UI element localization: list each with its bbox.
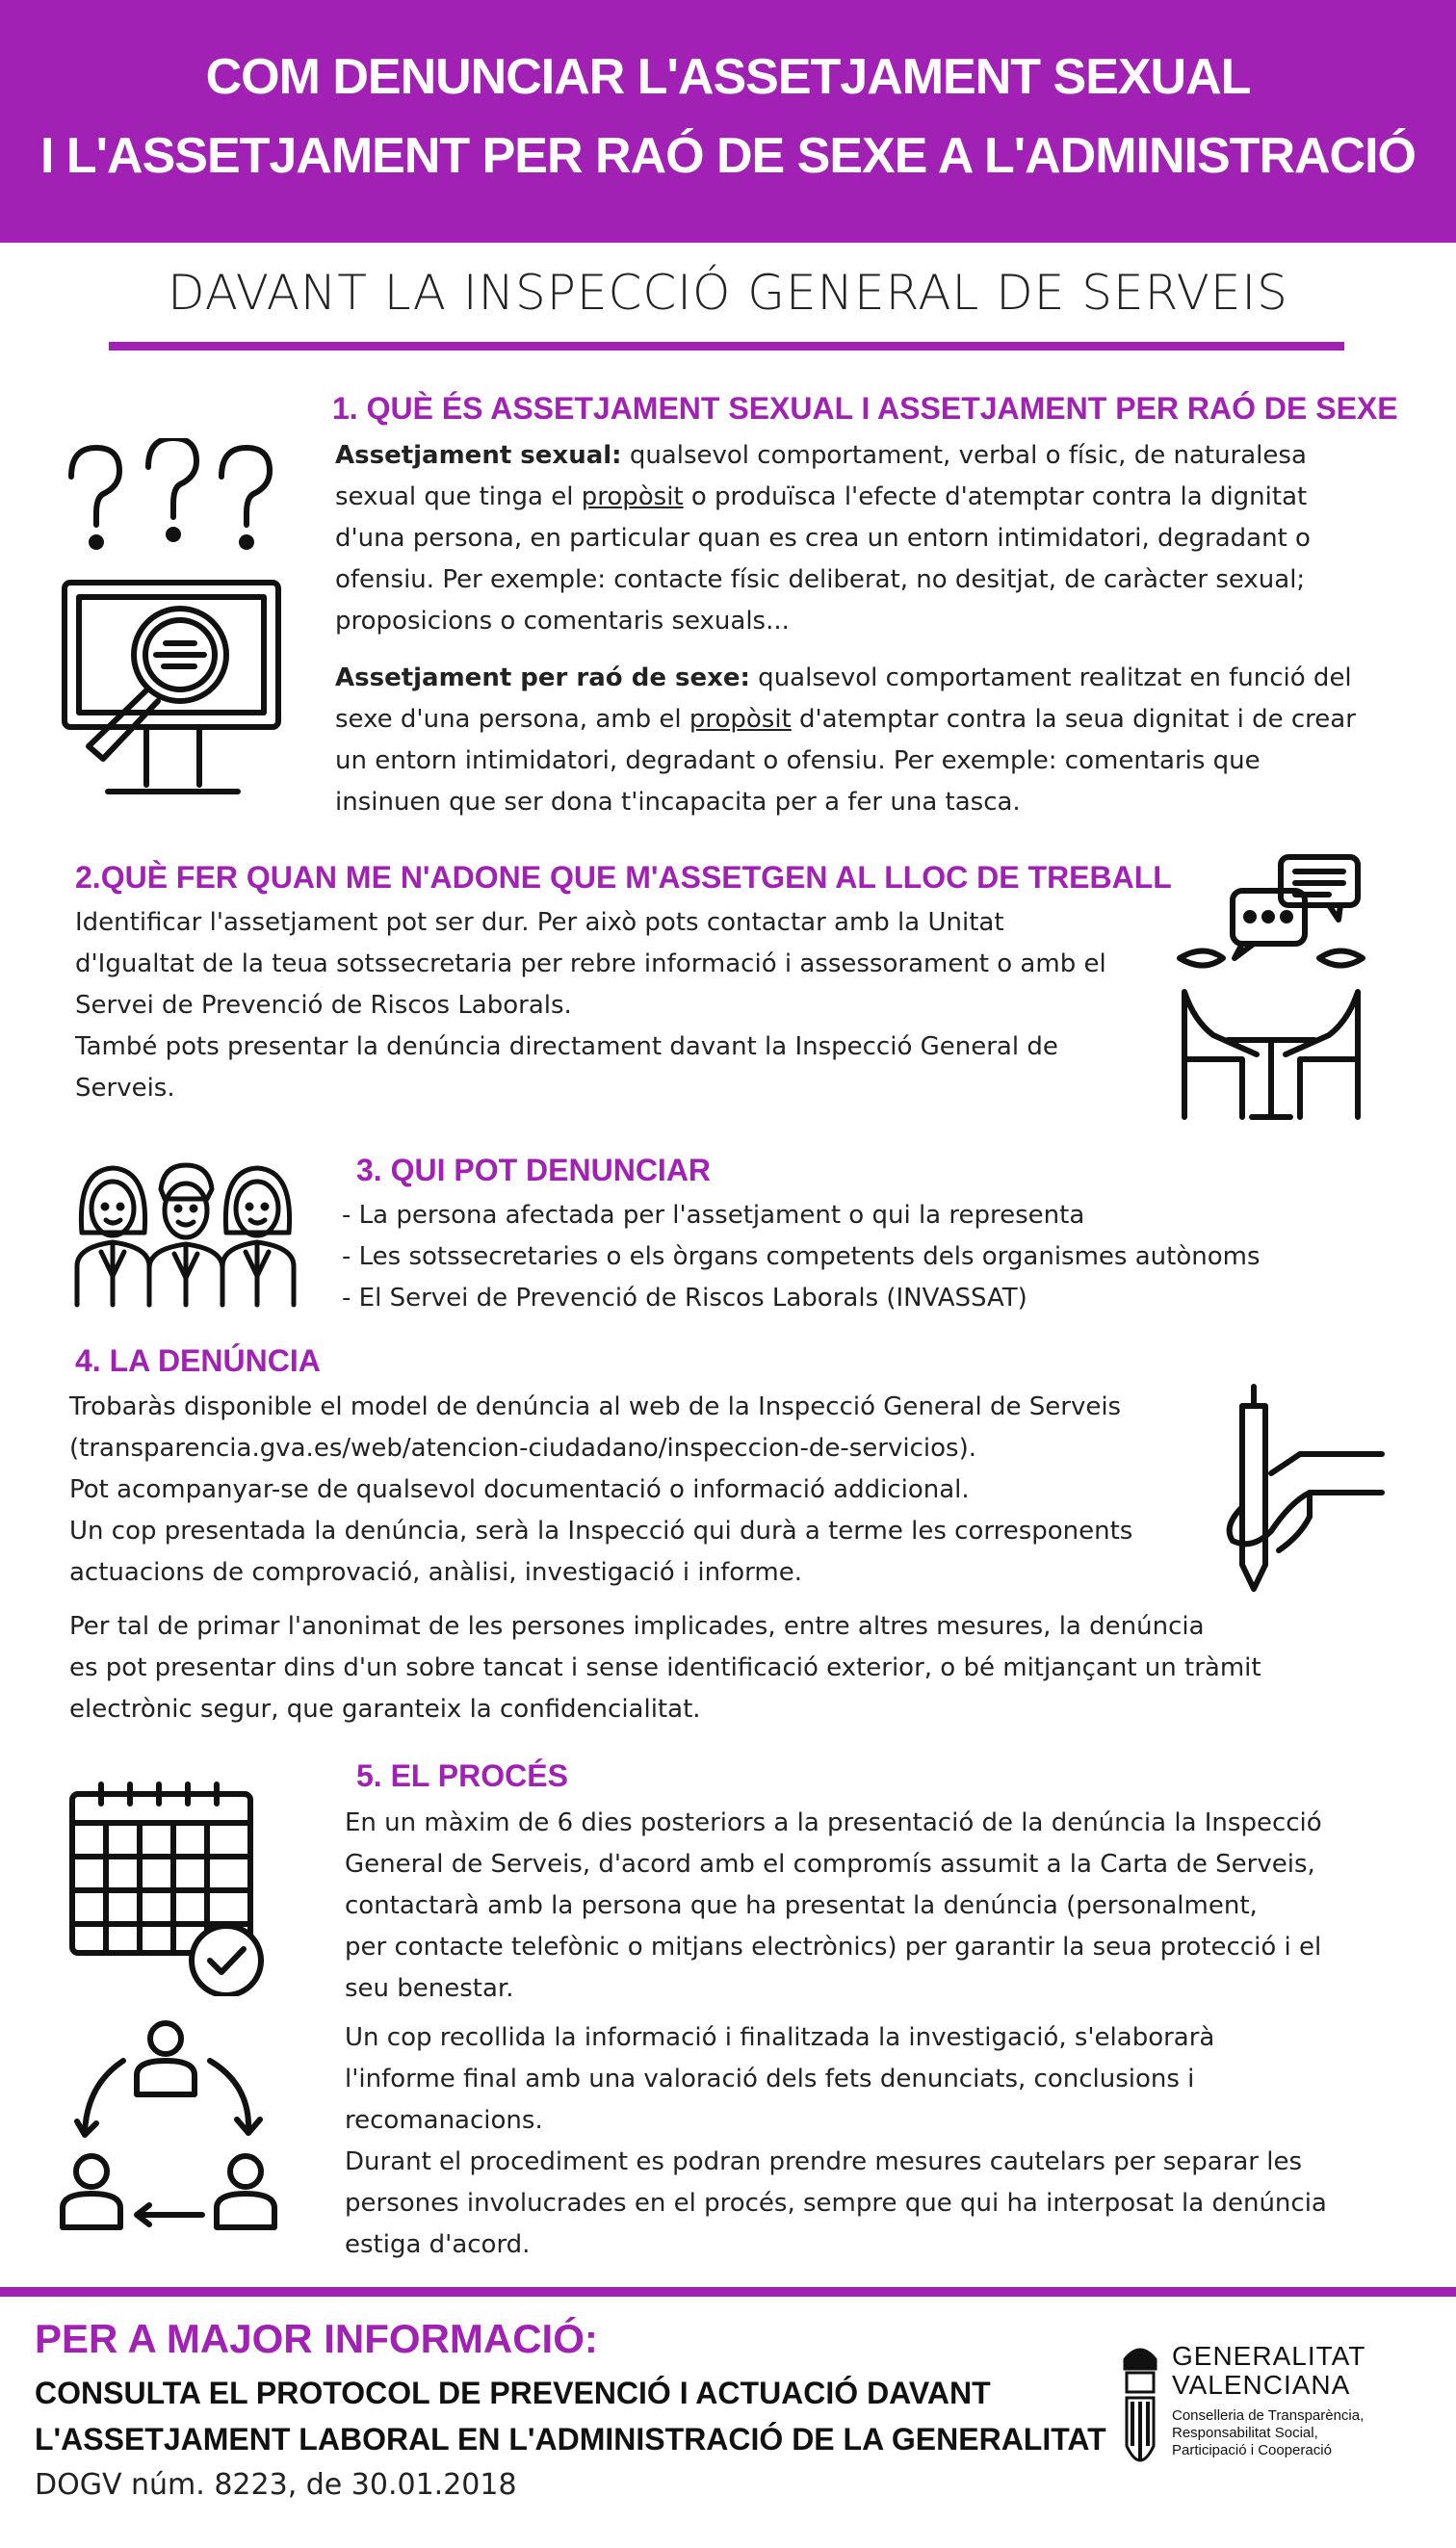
text-line: (transparencia.gva.es/web/atencion-ciudadano/inspeccion-de-servicios).	[69, 1434, 976, 1463]
def2-text-a: qualsevol comportament realitzat en funció del sexe d'una persona, amb el	[335, 663, 1352, 734]
list-item: - El Servei de Prevenció de Riscos Laborals (INVASSAT)	[342, 1284, 1027, 1313]
header-title-line2: I L'ASSETJAMENT PER RAÓ DE SEXE A L'ADMINISTRACIÓ	[40, 128, 1416, 184]
text-line: També pots presentar la denúncia directament davant la Inspecció General de	[75, 1032, 1058, 1061]
generalitat-emblem-icon	[1119, 2340, 1161, 2484]
text-line: d'Igualtat de la teua sotssecretaria per rebre informació i assessorament o amb el	[75, 949, 1106, 978]
calendar-check-icon	[67, 1780, 270, 1996]
list-item: - La persona afectada per l'assetjament o qui la representa	[342, 1201, 1085, 1230]
text-line: estiga d'acord.	[345, 2230, 531, 2259]
protocol-line1: CONSULTA EL PROTOCOL DE PREVENCIÓ I ACTUACIÓ DAVANT	[35, 2376, 991, 2410]
section1-definition-sex	[335, 658, 1365, 823]
text-line: es pot presentar dins d'un sobre tancat i sense identificació exterior, o bé mitjançant un tràmit	[69, 1653, 1261, 1682]
page-subtitle: DAVANT LA INSPECCIÓ GENERAL DE SERVEIS	[168, 265, 1288, 321]
section3-title: 3. QUI POT DENUNCIAR	[356, 1153, 712, 1187]
text-line: actuacions de comprovació, anàlisi, investigació i informe.	[69, 1558, 802, 1587]
text-line: Un cop recollida la informació i finalitzada la investigació, s'elaborarà	[345, 2023, 1215, 2052]
text-line: electrònic segur, que garanteix la confidencialitat.	[69, 1695, 701, 1724]
section4-anonymity	[69, 1606, 1321, 1730]
text-line: Trobaràs disponible el model de denúncia al web de la Inspecció General de Serveis	[69, 1392, 1122, 1421]
text-line: l'informe final amb una valoració dels fets denunciats, conclusions i	[345, 2065, 1195, 2093]
logo-subtitle-line3: Participació i Cooperació	[1172, 2442, 1332, 2458]
section2-body	[75, 902, 1144, 1109]
text-line: Durant el procediment es podran prendre mesures cautelars per separar les	[345, 2147, 1303, 2176]
text-line: Servei de Prevenció de Riscos Laborals.	[75, 991, 572, 1020]
text-line: recomanacions.	[345, 2106, 543, 2135]
text-line: Pot acompanyar-se de qualsevol documentació o informació addicional.	[69, 1475, 970, 1504]
list-item: - Les sotssecretaries o els òrgans competents dels organismes autònoms	[342, 1242, 1261, 1271]
people-cycle-icon	[58, 2017, 279, 2258]
more-info-heading: PER A MAJOR INFORMACIÓ:	[35, 2316, 598, 2361]
logo-title-line2: VALENCIANA	[1172, 2370, 1351, 2400]
text-line: Per tal de primar l'anonimat de les persones implicades, entre altres mesures, la denúncia	[69, 1612, 1205, 1641]
text-line: persones involucrades en el procés, sempre que qui ha interposat la denúncia	[345, 2189, 1327, 2218]
protocol-line2: L'ASSETJAMENT LABORAL EN L'ADMINISTRACIÓ DE LA GENERALITAT	[35, 2422, 1106, 2457]
text-line: seu benestar.	[345, 1974, 514, 2003]
dogv-reference: DOGV núm. 8223, de 30.01.2018	[35, 2468, 517, 2502]
section5-body-2	[345, 2017, 1404, 2266]
header-title-line1: COM DENUNCIAR L'ASSETJAMENT SEXUAL	[205, 49, 1251, 105]
section2-title: 2.QUÈ FER QUAN ME N'ADONE QUE M'ASSETGEN AL LLOC DE TREBALL	[75, 860, 1172, 895]
hand-pen-icon	[1194, 1382, 1387, 1594]
chat-meeting-icon	[1175, 847, 1367, 1127]
logo-title-line1: GENERALITAT	[1172, 2341, 1366, 2371]
section4-body	[69, 1387, 1177, 1594]
def1-text-b: o produïsca l'efecte d'atemptar contra la dignitat d'una persona, en particular quan es crea un entorn intimidatori, degradant o ofensiu. Per exemple: contacte físic deliberat, no desitjat, de caràcter sexual; proposicions o comentaris sexuals...	[335, 482, 1311, 636]
text-line: General de Serveis, d'acord amb el compromís assumit a la Carta de Serveis,	[345, 1850, 1315, 1879]
def1-underlined: propòsit	[581, 482, 684, 511]
generalitat-logo	[1119, 2340, 1437, 2494]
text-line: contactarà amb la persona que ha presentat la denúncia (personalment,	[345, 1891, 1258, 1920]
def2-label: Assetjament per raó de sexe:	[335, 663, 750, 692]
text-line: Un cop presentada la denúncia, serà la Inspecció qui durà a terme les corresponents	[69, 1517, 1133, 1546]
text-line: per contacte telefònic o mitjans electrònics) per garantir la seua protecció i el	[345, 1933, 1322, 1962]
text-line: En un màxim de 6 dies posteriors a la presentació de la denúncia la Inspecció	[345, 1808, 1322, 1837]
subtitle-divider	[109, 342, 1344, 351]
section1-title: 1. QUÈ ÉS ASSETJAMENT SEXUAL I ASSETJAMENT PER RAÓ DE SEXE	[332, 391, 1398, 426]
logo-subtitle-line2: Responsabilitat Social,	[1172, 2425, 1318, 2441]
monitor-magnifier-icon	[60, 578, 286, 799]
section5-title: 5. EL PROCÉS	[356, 1758, 568, 1793]
section5-body	[345, 1803, 1404, 2010]
def2-text-b: d'atemptar contra la seua dignitat i de crear un entorn intimidatori, degradant o ofensiu. Per exemple: comentaris que insinuen que ser dona t'incapacita per a fer una tasca.	[335, 705, 1356, 817]
section4-title: 4. LA DENÚNCIA	[75, 1343, 321, 1378]
text-line: Serveis.	[75, 1074, 175, 1103]
text-line: Identificar l'assetjament pot ser dur. Per això pots contactar amb la Unitat	[75, 908, 1004, 937]
section3-list	[342, 1195, 1305, 1319]
header-banner	[0, 0, 1456, 243]
section1-definition-sexual	[335, 435, 1365, 642]
logo-subtitle-line1: Conselleria de Transparència,	[1172, 2407, 1365, 2424]
def1-text-a: qualsevol comportament, verbal o físic, de naturalesa sexual que tinga el	[335, 441, 1307, 511]
question-marks-icon	[60, 438, 281, 559]
def1-label: Assetjament sexual:	[335, 441, 622, 470]
three-people-icon	[72, 1160, 299, 1310]
def2-underlined: propòsit	[689, 705, 792, 734]
footer-divider	[0, 2287, 1456, 2297]
